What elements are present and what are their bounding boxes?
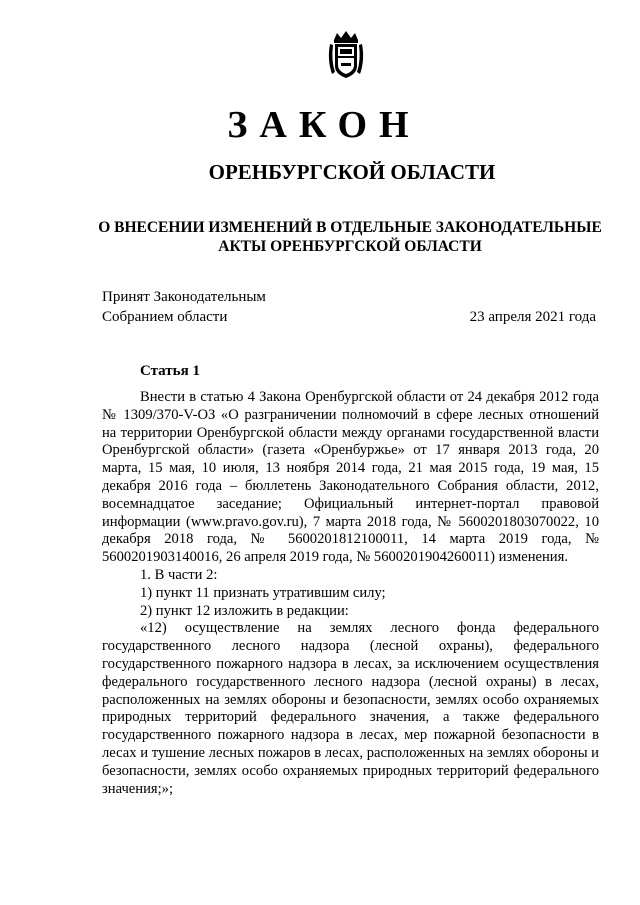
article-subitem-1: 1) пункт 11 признать утратившим силу; xyxy=(140,584,386,601)
document-title: ЗАКОН xyxy=(227,104,421,146)
article-subitem-2: 2) пункт 12 изложить в редакции: xyxy=(140,602,349,619)
law-heading xyxy=(60,218,640,256)
orenburg-coat-of-arms-icon xyxy=(326,30,366,80)
document-subtitle: ОРЕНБУРГСКОЙ ОБЛАСТИ xyxy=(208,160,496,184)
law-heading-line-1: О ВНЕСЕНИИ ИЗМЕНЕНИЙ В ОТДЕЛЬНЫЕ ЗАКОНОДАТЕЛЬНЫЕ xyxy=(98,219,602,236)
adoption-line-1: Принят Законодательным xyxy=(102,289,266,305)
article-quoted-paragraph: «12) осуществление на землях лесного фонда федерального государственного лесного надзора (лесной охраны), федерального государственного пожарного надзора в лесах, за исключением осуществления федерального государственного лесного надзора (лесной охраны) в лесах, расположенных на землях обороны и безопасности, землях особо охраняемых природных территорий федерального значения, а также федерального государственного пожарного надзора в лесах, мер пожарной безопасности в лесах и тушение лесных пожаров в лесах, расположенных на землях обороны и безопасности, землях особо охраняемых природных территорий федерального значения;»; xyxy=(102,620,599,797)
law-heading-line-2: АКТЫ ОРЕНБУРГСКОЙ ОБЛАСТИ xyxy=(218,238,482,255)
adoption-date: 23 апреля 2021 года xyxy=(469,309,596,325)
article-intro-paragraph: Внести в статью 4 Закона Оренбургской области от 24 декабря 2012 года № 1309/370-V-ОЗ «О разграничении полномочий в сфере лесных отношений на территории Оренбургской области между органами государственной власти Оренбургской области» (газета «Оренбуржье» от 17 января 2013 года, 20 марта, 15 мая, 10 июля, 13 ноября 2014 года, 21 мая 2015 года, 19 мая, 15 декабря 2016 года – бюллетень Законодательного Собрания области, 2012, восемнадцатое заседание; Официальный интернет-портал правовой информации (www.pravo.gov.ru), 7 марта 2018 года, № 5600201803070022, 10 декабря 2018 года, № 5600201812100011, 14 марта 2019 года, № 5600201903140016, 26 апреля 2019 года, № 5600201904260011) изменения. xyxy=(102,389,599,566)
adoption-note xyxy=(102,287,266,327)
article-label: Статья 1 xyxy=(140,363,200,379)
adoption-line-2: Собранием области xyxy=(102,309,228,325)
article-item-1: 1. В части 2: xyxy=(140,566,218,583)
article-body xyxy=(102,389,599,798)
